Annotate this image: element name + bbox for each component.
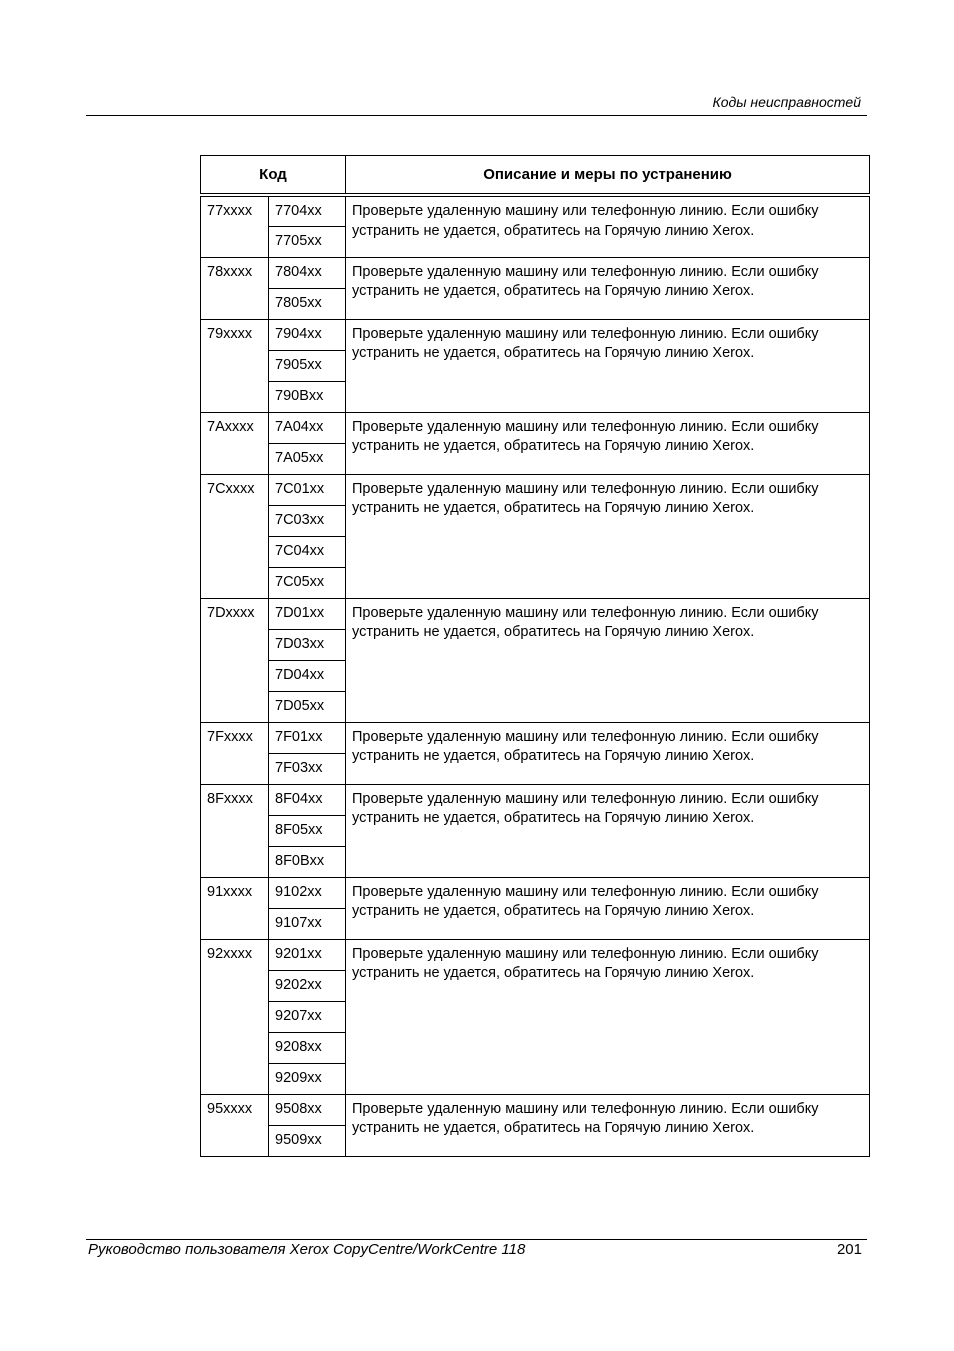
subcode-cell [269, 195, 346, 226]
group-code: 77xxxx [207, 203, 253, 219]
subcode: 9107xx [275, 914, 322, 931]
group-code: 78xxxx [207, 263, 253, 280]
subcode: 7D05xx [275, 697, 325, 714]
subcode-cell [269, 443, 346, 474]
subcode-cell [269, 846, 346, 877]
description-text: Проверьте удаленную машину или телефонную линию. Если ошибку устранить не удается, обратитесь на Горячую линию Xerox. [352, 1100, 819, 1136]
description-cell [346, 877, 870, 939]
subcode: 7A04xx [275, 418, 324, 435]
subcode: 7C01xx [275, 480, 325, 497]
subcode-cell [269, 629, 346, 660]
subcode: 9201xx [275, 945, 322, 962]
subcode: 7804xx [275, 263, 322, 280]
subcode: 7D03xx [275, 635, 325, 652]
table-row [201, 784, 870, 815]
table-row [201, 939, 870, 970]
subcode-cell [269, 226, 346, 257]
subcode: 7705xx [275, 232, 322, 249]
subcode-cell [269, 722, 346, 753]
subcode: 9102xx [275, 883, 322, 900]
subcode: 9508xx [275, 1100, 322, 1117]
subcode-cell [269, 815, 346, 846]
subcode-cell [269, 505, 346, 536]
subcode-cell [269, 567, 346, 598]
subcode: 790Bxx [275, 387, 324, 404]
group-code-cell [201, 939, 269, 1094]
subcode-cell [269, 939, 346, 970]
fault-codes-table [200, 155, 870, 1157]
subcode: 9509xx [275, 1131, 322, 1148]
description-text: Проверьте удаленную машину или телефонную линию. Если ошибку устранить не удается, обратитесь на Горячую линию Xerox. [352, 883, 819, 919]
description-text: Проверьте удаленную машину или телефонную линию. Если ошибку устранить не удается, обратитесь на Горячую линию Xerox. [352, 480, 819, 516]
group-code-cell [201, 195, 269, 257]
subcode: 7904xx [275, 325, 322, 342]
subcode-cell [269, 1094, 346, 1125]
page-number: 201 [836, 1241, 862, 1258]
table-row [201, 598, 870, 629]
table-body [201, 195, 870, 1156]
subcode-cell [269, 381, 346, 412]
description-cell [346, 257, 870, 319]
subcode-cell [269, 1032, 346, 1063]
table-header-row [201, 156, 870, 196]
group-code-cell [201, 474, 269, 598]
subcode: 8F04xx [275, 790, 323, 807]
group-code: 79xxxx [207, 325, 253, 342]
group-code: 8Fxxxx [207, 790, 253, 807]
table-row [201, 257, 870, 288]
description-cell [346, 195, 870, 257]
subcode: 9207xx [275, 1007, 322, 1024]
subcode: 7F01xx [275, 728, 323, 745]
description-text: Проверьте удаленную машину или телефонную линию. Если ошибку устранить не удается, обратитесь на Горячую линию Xerox. [352, 418, 819, 454]
description-cell [346, 939, 870, 1094]
table-row [201, 1094, 870, 1125]
subcode: 7C05xx [275, 573, 325, 590]
group-code: 7Dxxxx [207, 604, 255, 621]
description-cell [346, 598, 870, 722]
group-code-cell [201, 722, 269, 784]
table-row [201, 195, 870, 226]
subcode-cell [269, 598, 346, 629]
subcode-cell [269, 412, 346, 443]
description-text: Проверьте удаленную машину или телефонную линию. Если ошибку устранить не удается, обратитесь на Горячую линию Xerox. [352, 945, 819, 981]
description-cell [346, 474, 870, 598]
subcode-cell [269, 474, 346, 505]
subcode: 7704xx [275, 203, 322, 219]
subcode: 9209xx [275, 1069, 322, 1086]
group-code: 92xxxx [207, 945, 253, 962]
table-row [201, 474, 870, 505]
subcode-cell [269, 970, 346, 1001]
description-cell [346, 412, 870, 474]
group-code-cell [201, 877, 269, 939]
subcode: 7D01xx [275, 604, 325, 621]
description-text: Проверьте удаленную машину или телефонную линию. Если ошибку устранить не удается, обратитесь на Горячую линию Xerox. [352, 728, 819, 764]
group-code: 7Fxxxx [207, 728, 253, 745]
description-text: Проверьте удаленную машину или телефонную линию. Если ошибку устранить не удается, обратитесь на Горячую линию Xerox. [352, 203, 819, 239]
subcode-cell [269, 877, 346, 908]
description-text: Проверьте удаленную машину или телефонную линию. Если ошибку устранить не удается, обратитесь на Горячую линию Xerox. [352, 790, 819, 826]
group-code-cell [201, 412, 269, 474]
group-code: 91xxxx [207, 883, 253, 900]
subcode-cell [269, 319, 346, 350]
running-header: Коды неисправностей [712, 94, 861, 110]
description-cell [346, 319, 870, 412]
subcode: 7C04xx [275, 542, 325, 559]
group-code-cell [201, 784, 269, 877]
description-cell [346, 1094, 870, 1156]
footer-rule [86, 1239, 867, 1240]
subcode-cell [269, 288, 346, 319]
description-text: Проверьте удаленную машину или телефонную линию. Если ошибку устранить не удается, обратитесь на Горячую линию Xerox. [352, 263, 819, 299]
group-code-cell [201, 257, 269, 319]
table-row [201, 877, 870, 908]
subcode: 8F05xx [275, 821, 323, 838]
column-header-code: Код [201, 156, 346, 196]
subcode-cell [269, 1001, 346, 1032]
footer-manual-title: Руководство пользователя Xerox CopyCentre/WorkCentre 118 [88, 1241, 526, 1258]
subcode-cell [269, 784, 346, 815]
subcode: 7F03xx [275, 759, 323, 776]
group-code: 7Cxxxx [207, 480, 255, 497]
subcode: 7905xx [275, 356, 322, 373]
subcode-cell [269, 350, 346, 381]
subcode: 7805xx [275, 294, 322, 311]
description-text: Проверьте удаленную машину или телефонную линию. Если ошибку устранить не удается, обратитесь на Горячую линию Xerox. [352, 325, 819, 361]
column-header-description: Описание и меры по устранению [346, 156, 870, 196]
subcode: 7D04xx [275, 666, 325, 683]
table-row [201, 412, 870, 443]
subcode: 7C03xx [275, 511, 325, 528]
group-code-cell [201, 598, 269, 722]
subcode-cell [269, 908, 346, 939]
subcode: 9208xx [275, 1038, 322, 1055]
table-row [201, 319, 870, 350]
group-code: 95xxxx [207, 1100, 253, 1117]
group-code: 7Axxxx [207, 418, 254, 435]
subcode-cell [269, 660, 346, 691]
subcode: 7A05xx [275, 449, 324, 466]
group-code-cell [201, 319, 269, 412]
subcode: 8F0Bxx [275, 852, 325, 869]
subcode: 9202xx [275, 976, 322, 993]
subcode-cell [269, 257, 346, 288]
group-code-cell [201, 1094, 269, 1156]
description-cell [346, 722, 870, 784]
description-text: Проверьте удаленную машину или телефонную линию. Если ошибку устранить не удается, обратитесь на Горячую линию Xerox. [352, 604, 819, 640]
description-cell [346, 784, 870, 877]
header-rule [86, 115, 867, 116]
subcode-cell [269, 1125, 346, 1156]
subcode-cell [269, 536, 346, 567]
subcode-cell [269, 1063, 346, 1094]
table-row [201, 722, 870, 753]
subcode-cell [269, 753, 346, 784]
subcode-cell [269, 691, 346, 722]
